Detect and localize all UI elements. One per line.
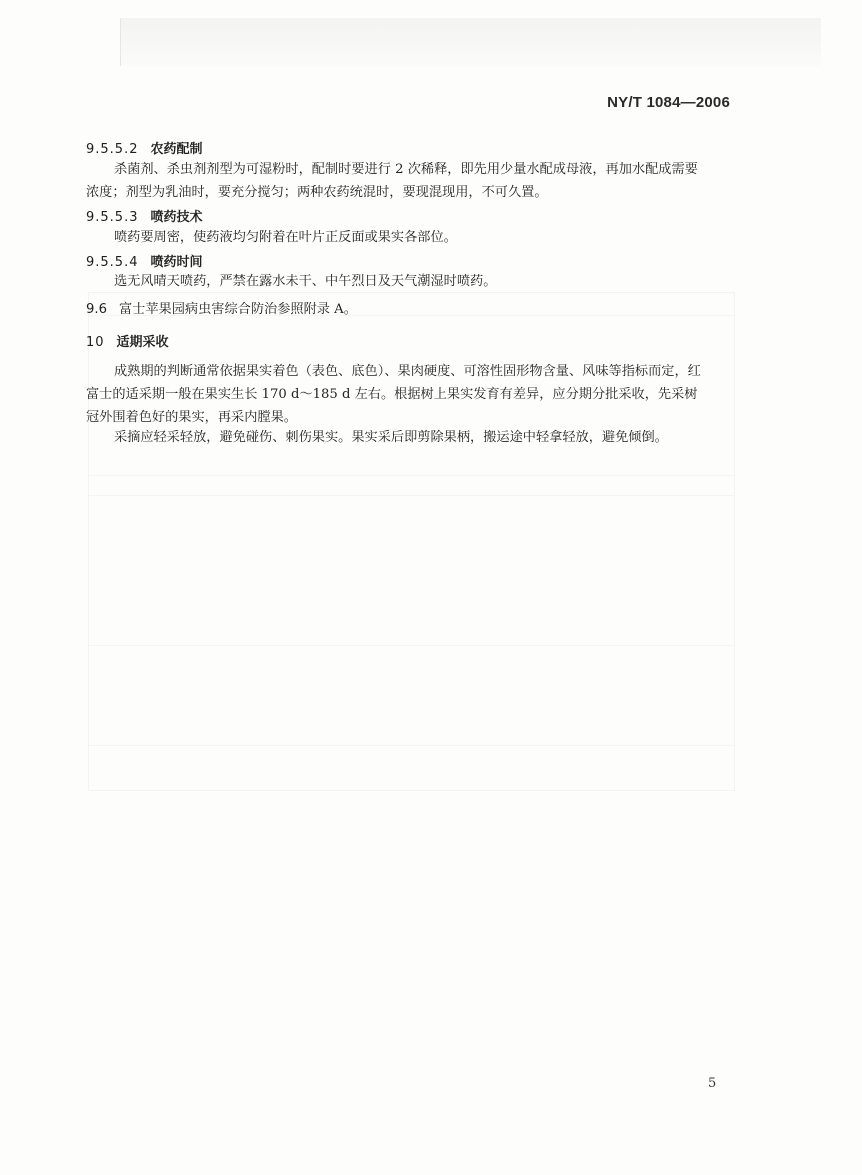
paragraph-10-2 xyxy=(86,426,734,449)
paragraph-9-5-5-3 xyxy=(86,226,734,249)
clause-title: 喷药技术 xyxy=(150,210,203,225)
clause-number: 9.6 xyxy=(86,302,107,317)
scan-page-edge xyxy=(120,18,821,66)
text-line: 冠外围着色好的果实，再采内膛果。 xyxy=(86,410,297,425)
heading-9-5-5-2 xyxy=(86,138,203,157)
text-line: 成熟期的判断通常依据果实着色（表色、底色）、果肉硬度、可溶性固形物含量、风味等指标而定，红 xyxy=(114,364,701,379)
text-line: 喷药要周密，使药液均匀附着在叶片正反面或果实各部位。 xyxy=(114,230,457,245)
clause-number: 9.5.5.2 xyxy=(86,142,139,157)
paragraph-9-5-5-2 xyxy=(86,158,734,204)
clause-text: 富士苹果园病虫害综合防治参照附录 A。 xyxy=(118,302,357,317)
clause-title: 喷药时间 xyxy=(150,255,203,270)
paragraph-10-1 xyxy=(86,360,734,429)
text-line: 富士的适采期一般在果实生长 170 d～185 d 左右。根据树上果实发育有差异，应分期分批采收，先采树 xyxy=(86,387,698,402)
page-number: 5 xyxy=(708,1076,717,1091)
text-line: 采摘应轻采轻放，避免碰伤、刺伤果实。果实采后即剪除果柄，搬运途中轻拿轻放，避免倾倒。 xyxy=(114,430,668,445)
clause-9-6 xyxy=(86,298,357,317)
heading-9-5-5-4 xyxy=(86,251,203,270)
paragraph-9-5-5-4 xyxy=(86,270,734,293)
clause-title: 农药配制 xyxy=(150,142,203,157)
clause-title: 适期采收 xyxy=(116,335,169,350)
heading-10 xyxy=(86,331,169,350)
clause-number: 9.5.5.3 xyxy=(86,210,139,225)
text-line: 杀菌剂、杀虫剂剂型为可湿粉时，配制时要进行 2 次稀释，即先用少量水配成母液，再加水配成需要 xyxy=(114,162,698,177)
text-line: 选无风晴天喷药，严禁在露水未干、中午烈日及天气潮湿时喷药。 xyxy=(114,274,497,289)
text-line: 浓度；剂型为乳油时，要充分搅匀；两种农药统混时，要现混现用，不可久置。 xyxy=(86,185,548,200)
clause-number: 10 xyxy=(86,335,105,350)
heading-9-5-5-3 xyxy=(86,206,203,225)
document-code: NY/T 1084—2006 xyxy=(607,94,730,111)
clause-number: 9.5.5.4 xyxy=(86,255,139,270)
